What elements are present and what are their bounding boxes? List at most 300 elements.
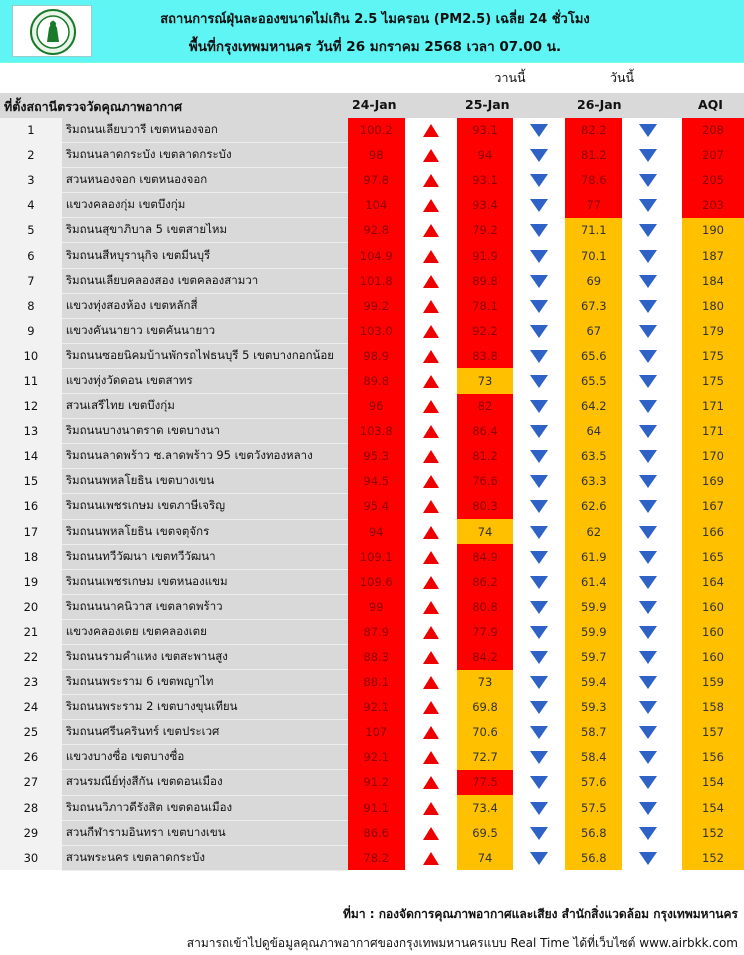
pm25-24jan: 91.2 — [348, 770, 405, 795]
pm25-24jan: 103.0 — [348, 318, 405, 343]
arrow-down-icon — [530, 500, 548, 513]
spacer — [674, 318, 682, 343]
pm25-26jan: 62.6 — [565, 494, 622, 519]
trend-down-cell — [513, 670, 565, 695]
pm25-25jan: 93.1 — [457, 168, 514, 193]
col-25jan: 25-Jan — [465, 97, 510, 112]
table-row — [0, 218, 744, 243]
arrow-down-icon — [530, 852, 548, 865]
trend-down-cell — [513, 394, 565, 419]
station-name: ริมถนนรามคำแหง เขตสะพานสูง — [62, 644, 348, 669]
aqi-value: 158 — [682, 695, 744, 720]
pm25-25jan: 76.6 — [457, 469, 514, 494]
trend-down-cell — [622, 845, 674, 870]
trend-up-cell — [405, 343, 457, 368]
aqi-value: 208 — [682, 118, 744, 143]
table-row — [0, 268, 744, 293]
trend-down-cell — [513, 695, 565, 720]
row-number: 29 — [0, 820, 62, 845]
pm25-24jan: 92.1 — [348, 695, 405, 720]
arrow-down-icon — [530, 751, 548, 764]
pm25-24jan: 98 — [348, 143, 405, 168]
spacer — [674, 845, 682, 870]
row-number: 4 — [0, 193, 62, 218]
arrow-down-icon — [639, 626, 657, 639]
station-name: สวนเสรีไทย เขตบึงกุ่ม — [62, 394, 348, 419]
row-number: 14 — [0, 444, 62, 469]
pm25-26jan: 65.5 — [565, 368, 622, 393]
pm25-26jan: 63.5 — [565, 444, 622, 469]
trend-down-cell — [513, 544, 565, 569]
row-number: 22 — [0, 644, 62, 669]
arrow-up-icon — [423, 751, 439, 764]
arrow-up-icon — [423, 124, 439, 137]
today-label: วันนี้ — [609, 70, 635, 85]
row-number: 6 — [0, 243, 62, 268]
spacer — [674, 594, 682, 619]
trend-up-cell — [405, 670, 457, 695]
row-number: 11 — [0, 368, 62, 393]
pm25-25jan: 83.8 — [457, 343, 514, 368]
row-number: 25 — [0, 720, 62, 745]
pm25-25jan: 74 — [457, 845, 514, 870]
table-row — [0, 343, 744, 368]
station-name: แขวงคลองกุ่ม เขตบึงกุ่ม — [62, 193, 348, 218]
trend-down-cell — [513, 218, 565, 243]
trend-up-cell — [405, 720, 457, 745]
trend-up-cell — [405, 419, 457, 444]
trend-up-cell — [405, 845, 457, 870]
pm25-25jan: 93.1 — [457, 118, 514, 143]
arrow-down-icon — [639, 651, 657, 664]
arrow-up-icon — [423, 174, 439, 187]
arrow-down-icon — [639, 174, 657, 187]
station-name: ริมถนนพหลโยธิน เขตจตุจักร — [62, 519, 348, 544]
arrow-up-icon — [423, 726, 439, 739]
trend-down-cell — [622, 770, 674, 795]
pm25-25jan: 89.8 — [457, 268, 514, 293]
row-number: 24 — [0, 695, 62, 720]
trend-down-cell — [622, 218, 674, 243]
arrow-down-icon — [639, 475, 657, 488]
trend-up-cell — [405, 243, 457, 268]
aqi-value: 190 — [682, 218, 744, 243]
pm25-25jan: 92.2 — [457, 318, 514, 343]
aqi-value: 203 — [682, 193, 744, 218]
arrow-up-icon — [423, 827, 439, 840]
pm25-24jan: 89.8 — [348, 368, 405, 393]
arrow-down-icon — [530, 776, 548, 789]
pm25-26jan: 59.9 — [565, 619, 622, 644]
station-name: ริมถนนพระราม 6 เขตพญาไท — [62, 670, 348, 695]
spacer — [674, 644, 682, 669]
arrow-up-icon — [423, 500, 439, 513]
trend-up-cell — [405, 193, 457, 218]
arrow-down-icon — [530, 425, 548, 438]
pm25-25jan: 77.9 — [457, 619, 514, 644]
arrow-down-icon — [639, 350, 657, 363]
arrow-down-icon — [639, 776, 657, 789]
spacer — [674, 419, 682, 444]
pm25-25jan: 73 — [457, 368, 514, 393]
aqi-value: 152 — [682, 845, 744, 870]
station-name: ริมถนนเพชรเกษม เขตหนองแขม — [62, 569, 348, 594]
arrow-down-icon — [639, 250, 657, 263]
trend-down-cell — [513, 268, 565, 293]
table-row — [0, 394, 744, 419]
trend-down-cell — [513, 118, 565, 143]
pm25-26jan: 59.7 — [565, 644, 622, 669]
row-number: 3 — [0, 168, 62, 193]
spacer — [674, 469, 682, 494]
table-row — [0, 243, 744, 268]
spacer — [674, 243, 682, 268]
pm25-25jan: 79.2 — [457, 218, 514, 243]
pm25-26jan: 57.6 — [565, 770, 622, 795]
pm25-25jan: 84.9 — [457, 544, 514, 569]
trend-down-cell — [622, 318, 674, 343]
trend-down-cell — [622, 644, 674, 669]
trend-up-cell — [405, 795, 457, 820]
trend-down-cell — [622, 343, 674, 368]
trend-up-cell — [405, 695, 457, 720]
table-row — [0, 594, 744, 619]
pm25-25jan: 77.5 — [457, 770, 514, 795]
station-name: แขวงทุ่งสองห้อง เขตหลักสี่ — [62, 293, 348, 318]
arrow-up-icon — [423, 350, 439, 363]
arrow-down-icon — [530, 626, 548, 639]
arrow-down-icon — [639, 275, 657, 288]
arrow-down-icon — [530, 250, 548, 263]
trend-down-cell — [622, 795, 674, 820]
row-number: 26 — [0, 745, 62, 770]
pm25-26jan: 58.7 — [565, 720, 622, 745]
table-row — [0, 419, 744, 444]
arrow-down-icon — [530, 475, 548, 488]
trend-down-cell — [622, 143, 674, 168]
station-name: ริมถนนซอยนิคมบ้านพักรถไฟธนบุรี 5 เขตบางกอกน้อย — [62, 343, 348, 368]
spacer — [674, 770, 682, 795]
aqi-value: 171 — [682, 394, 744, 419]
arrow-up-icon — [423, 551, 439, 564]
station-name: ริมถนนพหลโยธิน เขตบางเขน — [62, 469, 348, 494]
aqi-value: 152 — [682, 820, 744, 845]
pm25-26jan: 59.4 — [565, 670, 622, 695]
col-aqi: AQI — [698, 97, 723, 112]
pm25-24jan: 104.9 — [348, 243, 405, 268]
trend-down-cell — [622, 268, 674, 293]
trend-down-cell — [513, 745, 565, 770]
arrow-down-icon — [530, 199, 548, 212]
pm25-26jan: 61.4 — [565, 569, 622, 594]
trend-up-cell — [405, 143, 457, 168]
row-number: 5 — [0, 218, 62, 243]
row-number: 18 — [0, 544, 62, 569]
row-number: 8 — [0, 293, 62, 318]
trend-down-cell — [513, 594, 565, 619]
trend-down-cell — [622, 444, 674, 469]
arrow-down-icon — [530, 124, 548, 137]
pm25-24jan: 101.8 — [348, 268, 405, 293]
trend-up-cell — [405, 318, 457, 343]
pm25-26jan: 62 — [565, 519, 622, 544]
arrow-down-icon — [639, 500, 657, 513]
aqi-value: 175 — [682, 368, 744, 393]
arrow-down-icon — [639, 726, 657, 739]
pm25-24jan: 88.1 — [348, 670, 405, 695]
trend-down-cell — [513, 318, 565, 343]
arrow-down-icon — [639, 551, 657, 564]
table-row — [0, 720, 744, 745]
row-number: 17 — [0, 519, 62, 544]
row-number: 28 — [0, 795, 62, 820]
aqi-value: 160 — [682, 644, 744, 669]
pm25-25jan: 73 — [457, 670, 514, 695]
arrow-up-icon — [423, 701, 439, 714]
table-row — [0, 444, 744, 469]
pm25-24jan: 94.5 — [348, 469, 405, 494]
station-name: ริมถนนศรีนครินทร์ เขตประเวศ — [62, 720, 348, 745]
arrow-down-icon — [639, 526, 657, 539]
trend-down-cell — [513, 519, 565, 544]
spacer — [674, 720, 682, 745]
aqi-value: 164 — [682, 569, 744, 594]
station-name: สวนพระนคร เขตลาดกระบัง — [62, 845, 348, 870]
trend-up-cell — [405, 469, 457, 494]
pm25-26jan: 77 — [565, 193, 622, 218]
arrow-down-icon — [530, 802, 548, 815]
station-name: ริมถนนลาดกระบัง เขตลาดกระบัง — [62, 143, 348, 168]
row-number: 15 — [0, 469, 62, 494]
aqi-value: 180 — [682, 293, 744, 318]
pm25-26jan: 78.6 — [565, 168, 622, 193]
station-name: ริมถนนลาดพร้าว ซ.ลาดพร้าว 95 เขตวังทองหลาง — [62, 444, 348, 469]
row-number: 12 — [0, 394, 62, 419]
pm25-24jan: 91.1 — [348, 795, 405, 820]
aqi-value: 166 — [682, 519, 744, 544]
trend-down-cell — [513, 569, 565, 594]
spacer — [674, 670, 682, 695]
arrow-down-icon — [530, 149, 548, 162]
station-name: ริมถนนพระราม 2 เขตบางขุนเทียน — [62, 695, 348, 720]
spacer — [674, 795, 682, 820]
table-row — [0, 469, 744, 494]
table-row — [0, 695, 744, 720]
table-row — [0, 544, 744, 569]
trend-down-cell — [622, 720, 674, 745]
source-note: ที่มา : กองจัดการคุณภาพอากาศและเสียง สำนักสิ่งแวดล้อม กรุงเทพมหานคร — [343, 907, 738, 921]
trend-down-cell — [513, 619, 565, 644]
arrow-down-icon — [639, 199, 657, 212]
pm25-25jan: 73.4 — [457, 795, 514, 820]
table-row — [0, 519, 744, 544]
arrow-down-icon — [530, 651, 548, 664]
pm25-24jan: 96 — [348, 394, 405, 419]
trend-down-cell — [513, 293, 565, 318]
row-number: 10 — [0, 343, 62, 368]
trend-up-cell — [405, 745, 457, 770]
bma-seal-icon — [13, 6, 93, 58]
trend-down-cell — [513, 193, 565, 218]
row-number: 20 — [0, 594, 62, 619]
col-site: ที่ตั้งสถานีตรวจวัดคุณภาพอากาศ — [4, 99, 183, 114]
pm25-25jan: 69.5 — [457, 820, 514, 845]
arrow-down-icon — [530, 174, 548, 187]
aqi-value: 171 — [682, 419, 744, 444]
trend-up-cell — [405, 444, 457, 469]
pm25-24jan: 78.2 — [348, 845, 405, 870]
trend-up-cell — [405, 820, 457, 845]
pm25-25jan: 74 — [457, 519, 514, 544]
arrow-down-icon — [530, 450, 548, 463]
trend-down-cell — [513, 720, 565, 745]
station-name: ริมถนนวิภาวดีรังสิต เขตดอนเมือง — [62, 795, 348, 820]
pm25-25jan: 70.6 — [457, 720, 514, 745]
arrow-up-icon — [423, 852, 439, 865]
station-name: ริมถนนนาคนิวาส เขตลาดพร้าว — [62, 594, 348, 619]
row-number: 27 — [0, 770, 62, 795]
station-name: ริมถนนทวีวัฒนา เขตทวีวัฒนา — [62, 544, 348, 569]
pm25-25jan: 69.8 — [457, 695, 514, 720]
arrow-up-icon — [423, 475, 439, 488]
spacer — [674, 193, 682, 218]
trend-down-cell — [622, 394, 674, 419]
yesterday-label: วานนี้ — [494, 70, 526, 85]
report-subtitle: พื้นที่กรุงเทพมหานคร วันที่ 26 มกราคม 2568 เวลา 07.00 น. — [188, 39, 562, 55]
station-name: ริมถนนสุขาภิบาล 5 เขตสายไหม — [62, 218, 348, 243]
arrow-up-icon — [423, 275, 439, 288]
table-row — [0, 845, 744, 870]
trend-down-cell — [513, 444, 565, 469]
pm25-26jan: 63.3 — [565, 469, 622, 494]
spacer — [674, 268, 682, 293]
row-number: 7 — [0, 268, 62, 293]
arrow-down-icon — [530, 325, 548, 338]
trend-down-cell — [513, 494, 565, 519]
pm25-24jan: 86.6 — [348, 820, 405, 845]
pm25-26jan: 82.2 — [565, 118, 622, 143]
arrow-up-icon — [423, 626, 439, 639]
row-number: 13 — [0, 419, 62, 444]
pm25-24jan: 100.2 — [348, 118, 405, 143]
arrow-down-icon — [639, 425, 657, 438]
trend-down-cell — [622, 293, 674, 318]
pm25-26jan: 61.9 — [565, 544, 622, 569]
arrow-up-icon — [423, 325, 439, 338]
table-row — [0, 293, 744, 318]
trend-down-cell — [622, 820, 674, 845]
trend-down-cell — [513, 469, 565, 494]
col-24jan: 24-Jan — [352, 97, 397, 112]
trend-down-cell — [513, 368, 565, 393]
spacer — [674, 619, 682, 644]
arrow-up-icon — [423, 776, 439, 789]
row-number: 23 — [0, 670, 62, 695]
trend-down-cell — [513, 143, 565, 168]
pm25-25jan: 86.2 — [457, 569, 514, 594]
table-row — [0, 494, 744, 519]
pm25-26jan: 70.1 — [565, 243, 622, 268]
spacer — [674, 168, 682, 193]
pm25-25jan: 93.4 — [457, 193, 514, 218]
pm25-26jan: 64 — [565, 419, 622, 444]
pm25-24jan: 99.2 — [348, 293, 405, 318]
trend-down-cell — [622, 670, 674, 695]
spacer — [674, 544, 682, 569]
row-number: 1 — [0, 118, 62, 143]
arrow-up-icon — [423, 450, 439, 463]
arrow-down-icon — [639, 375, 657, 388]
arrow-up-icon — [423, 375, 439, 388]
arrow-down-icon — [530, 601, 548, 614]
table-row — [0, 619, 744, 644]
arrow-down-icon — [639, 676, 657, 689]
arrow-down-icon — [639, 300, 657, 313]
table-row — [0, 745, 744, 770]
arrow-down-icon — [530, 551, 548, 564]
aqi-value: 179 — [682, 318, 744, 343]
station-name: ริมถนนเพชรเกษม เขตภาษีเจริญ — [62, 494, 348, 519]
trend-up-cell — [405, 594, 457, 619]
trend-up-cell — [405, 544, 457, 569]
arrow-down-icon — [530, 676, 548, 689]
trend-down-cell — [513, 243, 565, 268]
arrow-down-icon — [530, 300, 548, 313]
arrow-down-icon — [639, 224, 657, 237]
trend-down-cell — [513, 419, 565, 444]
pm25-24jan: 92.8 — [348, 218, 405, 243]
bma-logo — [12, 5, 92, 57]
trend-up-cell — [405, 770, 457, 795]
pm25-26jan: 65.6 — [565, 343, 622, 368]
arrow-down-icon — [530, 400, 548, 413]
spacer — [674, 695, 682, 720]
arrow-down-icon — [639, 124, 657, 137]
trend-down-cell — [622, 494, 674, 519]
table-row — [0, 644, 744, 669]
aqi-value: 169 — [682, 469, 744, 494]
table-row — [0, 168, 744, 193]
arrow-up-icon — [423, 149, 439, 162]
table-row — [0, 569, 744, 594]
aqi-value: 170 — [682, 444, 744, 469]
trend-down-cell — [513, 795, 565, 820]
arrow-up-icon — [423, 576, 439, 589]
arrow-down-icon — [639, 751, 657, 764]
arrow-down-icon — [639, 576, 657, 589]
arrow-up-icon — [423, 425, 439, 438]
pm25-24jan: 92.1 — [348, 745, 405, 770]
arrow-down-icon — [639, 802, 657, 815]
trend-down-cell — [622, 419, 674, 444]
trend-down-cell — [622, 168, 674, 193]
trend-down-cell — [513, 168, 565, 193]
pm25-26jan: 58.4 — [565, 745, 622, 770]
aqi-value: 157 — [682, 720, 744, 745]
table-row — [0, 820, 744, 845]
pm25-26jan: 69 — [565, 268, 622, 293]
arrow-down-icon — [530, 350, 548, 363]
trend-down-cell — [622, 118, 674, 143]
trend-down-cell — [622, 695, 674, 720]
station-name: ริมถนนบางนาตราด เขตบางนา — [62, 419, 348, 444]
pm25-25jan: 82 — [457, 394, 514, 419]
spacer — [674, 444, 682, 469]
pm25-25jan: 91.9 — [457, 243, 514, 268]
spacer — [674, 394, 682, 419]
report-title: สถานการณ์ฝุ่นละอองขนาดไม่เกิน 2.5 ไมครอน (PM2.5) เฉลี่ย 24 ชั่วโมง — [160, 12, 590, 27]
spacer — [674, 218, 682, 243]
